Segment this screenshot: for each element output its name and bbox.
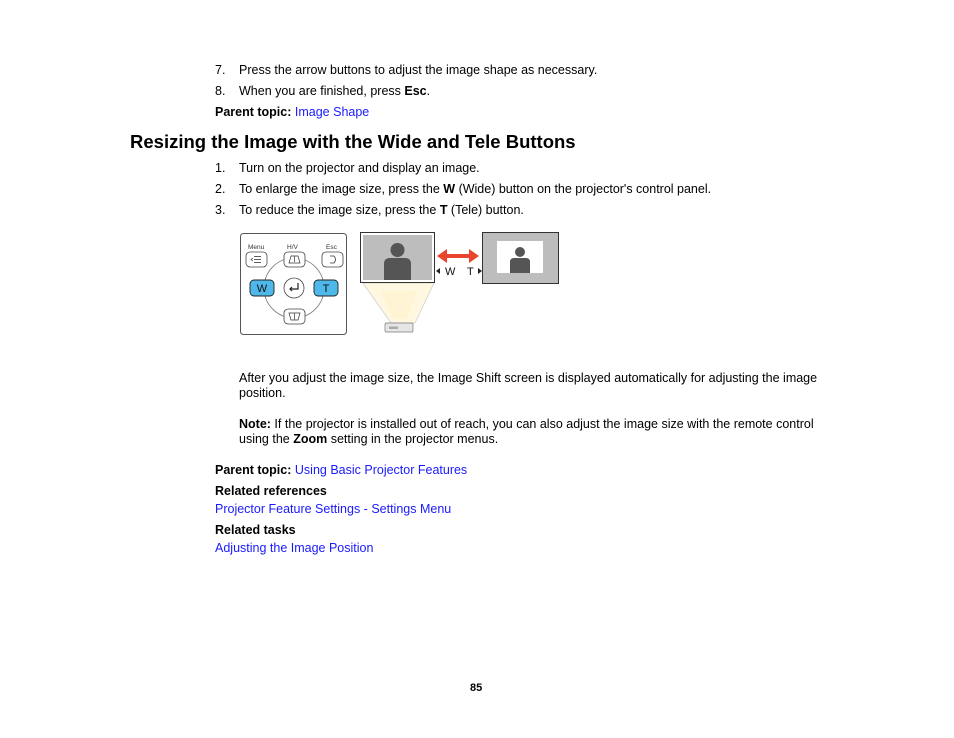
parent-topic-label: Parent topic: — [215, 463, 292, 477]
step-number: 1. — [215, 161, 226, 175]
step-number: 7. — [215, 63, 226, 77]
menu-button[interactable] — [246, 252, 267, 267]
illustration-svg — [239, 231, 561, 337]
note-key: Zoom — [293, 432, 328, 446]
section-title: Resizing the Image with the Wide and Tele Buttons — [130, 131, 576, 152]
hv-label: H/V — [287, 244, 298, 251]
after-adjust-paragraph: After you adjust the image size, the Image Shift screen is displayed automatically for adjusting the image position. — [239, 371, 818, 400]
enter-button[interactable] — [284, 278, 304, 298]
note-paragraph — [239, 417, 819, 447]
step-number: 2. — [215, 182, 226, 196]
step-text — [239, 84, 430, 98]
wide-button[interactable] — [250, 280, 274, 296]
key-name: W — [443, 182, 456, 196]
tele-button[interactable] — [314, 280, 338, 296]
wide-button-label: W — [256, 283, 268, 295]
step-text-after: (Tele) button. — [447, 203, 524, 217]
related-reference-link[interactable]: Projector Feature Settings - Settings Menu — [215, 502, 452, 516]
heading-text: Related tasks — [215, 523, 296, 537]
tele-button-label: T — [322, 283, 330, 295]
wide-arrow-icon — [436, 268, 440, 274]
esc-label: Esc — [326, 244, 337, 251]
step-text-before: To enlarge the image size, press the — [239, 182, 444, 196]
related-references-heading — [215, 484, 327, 498]
projection-beam — [363, 283, 434, 323]
step-text-after: . — [426, 84, 431, 98]
key-name: Esc — [404, 84, 427, 98]
double-arrow-icon — [437, 249, 479, 263]
wide-tele-illustration — [239, 231, 561, 337]
tele-screen — [483, 233, 559, 284]
control-panel — [241, 234, 347, 335]
related-task-link[interactable]: Adjusting the Image Position — [215, 541, 374, 555]
zoom-tele-label: T — [467, 266, 474, 278]
note-label: Note: — [239, 417, 271, 431]
key-name: T — [439, 203, 448, 217]
parent-topic — [215, 463, 467, 477]
step-text: Press the arrow buttons to adjust the image shape as necessary. — [239, 63, 598, 77]
step-number: 3. — [215, 203, 226, 217]
esc-button[interactable] — [322, 252, 343, 267]
wide-screen — [361, 233, 435, 283]
step-text — [239, 182, 711, 196]
heading-text: Related references — [215, 484, 327, 498]
keystone-down-button[interactable] — [284, 309, 305, 324]
zoom-wide-label: W — [445, 266, 456, 278]
menu-label: Menu — [248, 244, 265, 251]
step-text-after: (Wide) button on the projector's control panel. — [455, 182, 712, 196]
parent-topic — [215, 105, 369, 119]
projector-icon — [385, 323, 413, 332]
page-number: 85 — [470, 682, 483, 694]
related-tasks-heading — [215, 523, 296, 537]
keystone-up-button[interactable] — [284, 252, 305, 267]
step-number: 8. — [215, 84, 226, 98]
note-text-after: setting in the projector menus. — [327, 432, 499, 446]
parent-topic-link[interactable]: Using Basic Projector Features — [294, 463, 468, 477]
note-text-before: If the projector is installed out of reach, you can also adjust the image size with the remote control using the — [239, 417, 814, 446]
parent-topic-label: Parent topic: — [215, 105, 292, 119]
step-text-before: To reduce the image size, press the — [239, 203, 440, 217]
step-text — [239, 203, 524, 217]
tele-arrow-icon — [478, 268, 482, 274]
step-text-before: When you are finished, press — [239, 84, 405, 98]
parent-topic-link[interactable]: Image Shape — [294, 105, 370, 119]
step-text: Turn on the projector and display an image. — [239, 161, 480, 175]
